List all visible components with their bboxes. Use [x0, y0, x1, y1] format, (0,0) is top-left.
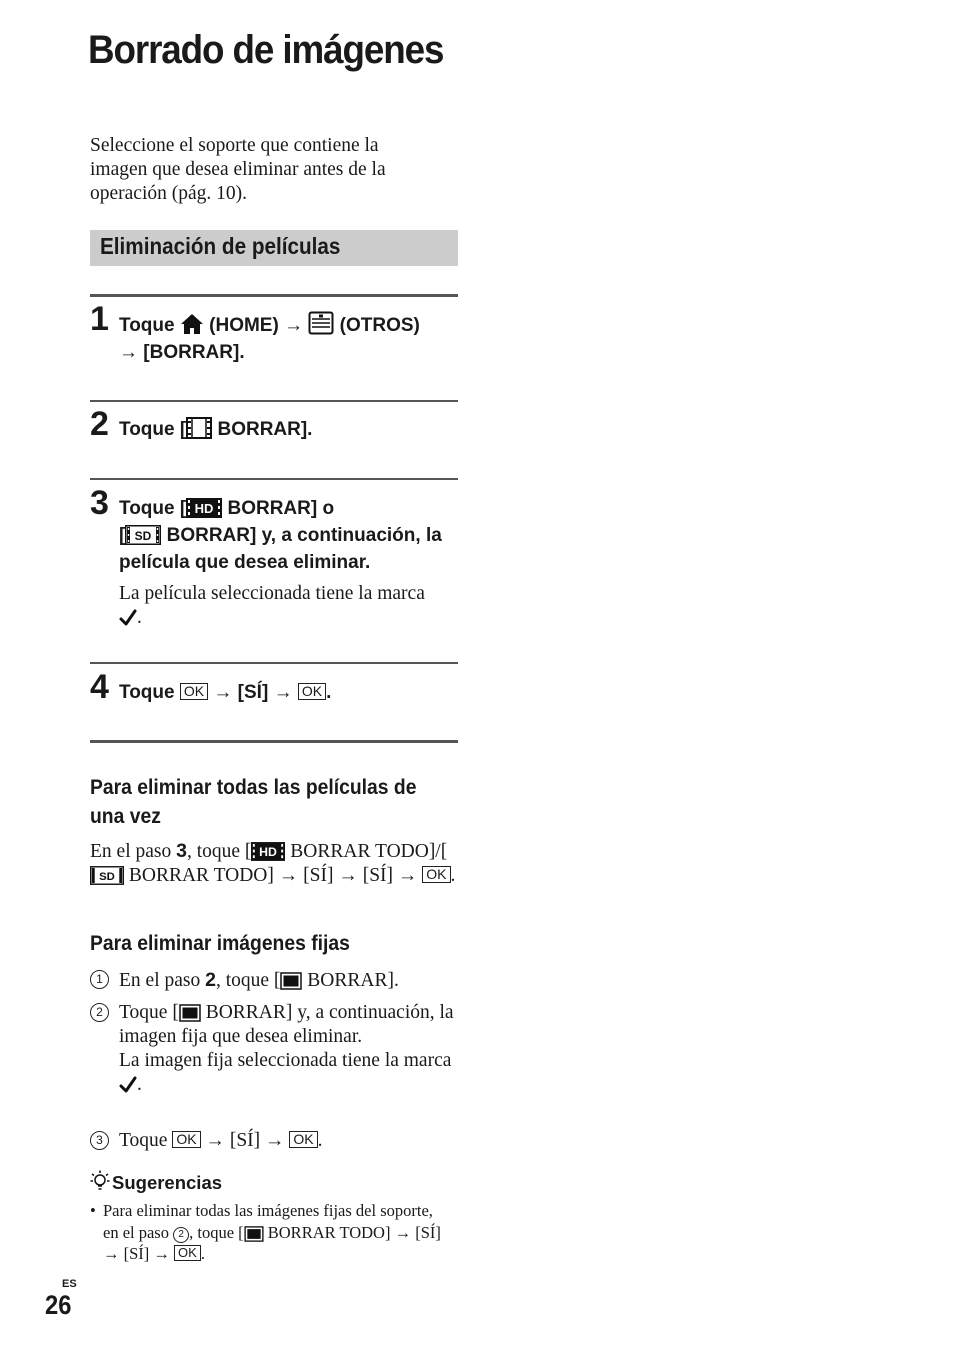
arrow-icon: → [265, 1130, 285, 1151]
stills-heading: Para eliminar imágenes fijas [90, 932, 350, 955]
divider [90, 740, 458, 743]
step-2-text: Toque [ BORRAR]. [119, 419, 313, 440]
arrow-icon: → [103, 1244, 120, 1263]
arrow-icon: → [397, 865, 418, 886]
divider [90, 478, 458, 480]
sd-film-icon [125, 525, 161, 545]
sd-film-icon [90, 866, 124, 885]
arrow-icon: → [338, 865, 358, 886]
arrow-icon: → [205, 1130, 225, 1151]
arrow-icon: → [153, 1244, 170, 1263]
intro-text: Seleccione el soporte que contiene la imagen que desea eliminar antes de la operación (pág. 10). [90, 135, 386, 204]
language-code: ES [62, 1278, 77, 1290]
ok-button[interactable]: OK [172, 1131, 200, 1148]
svg-text:SD: SD [99, 871, 115, 884]
step-2-number: 2 [90, 405, 109, 443]
ok-button[interactable]: OK [298, 683, 326, 700]
home-icon [180, 313, 204, 335]
step-1-text: Toque (HOME) → (OTROS) → [BORRAR]. [119, 311, 464, 366]
step-3-text: Toque [ HD BORRAR] o [ SD BORRAR] y, a continuación, la película que desea eliminar. [119, 498, 442, 573]
film-icon [186, 417, 212, 439]
still-image-icon [280, 972, 302, 990]
step-4-text: Toque OK → [SÍ] → OK . [119, 682, 332, 703]
hd-film-icon [186, 498, 222, 518]
divider [90, 294, 458, 297]
arrow-icon: → [273, 682, 293, 703]
step-3-note: La película seleccionada tiene la marca . [119, 583, 425, 628]
arrow-icon: → [278, 865, 299, 886]
section-title: Eliminación de películas [100, 233, 341, 259]
step-marker: 1 [90, 970, 109, 989]
arrow-icon: → [284, 315, 304, 336]
step-marker: 3 [90, 1131, 109, 1150]
all-movies-heading: Para eliminar todas las películas de una vez [90, 776, 417, 828]
lightbulb-icon [90, 1170, 112, 1198]
svg-text:HD: HD [259, 845, 278, 860]
svg-text:HD: HD [194, 501, 214, 516]
checkmark-icon [119, 609, 137, 627]
ok-button[interactable]: OK [180, 683, 208, 700]
bullet: • [90, 1201, 96, 1220]
ok-button[interactable]: OK [289, 1131, 317, 1148]
page-title: Borrado de imágenes [88, 28, 444, 72]
all-movies-text: En el paso 3, toque [ HD BORRAR TODO]/[ SD BORRAR TODO] → [SÍ] → [SÍ] → OK . [90, 840, 456, 886]
step-1-number: 1 [90, 300, 109, 338]
step-3-number: 3 [90, 484, 109, 522]
tips-heading: Sugerencias [90, 1170, 222, 1198]
ok-button[interactable]: OK [174, 1245, 201, 1261]
divider [90, 400, 458, 402]
still-image-icon [179, 1004, 201, 1022]
divider [90, 662, 458, 664]
step-marker: 2 [173, 1227, 189, 1243]
ok-button[interactable]: OK [422, 866, 450, 883]
arrow-icon: → [394, 1222, 412, 1242]
still-image-icon [244, 1226, 264, 1242]
hd-film-icon [251, 842, 285, 861]
page-number: 26 [45, 1290, 72, 1320]
section-header [90, 230, 458, 266]
step-marker: 2 [90, 1003, 109, 1022]
svg-text:SD: SD [134, 529, 152, 543]
others-menu-icon [308, 311, 334, 335]
arrow-icon: → [119, 342, 138, 363]
step-4-number: 4 [90, 668, 109, 706]
arrow-icon: → [213, 682, 233, 703]
checkmark-icon [119, 1076, 137, 1094]
